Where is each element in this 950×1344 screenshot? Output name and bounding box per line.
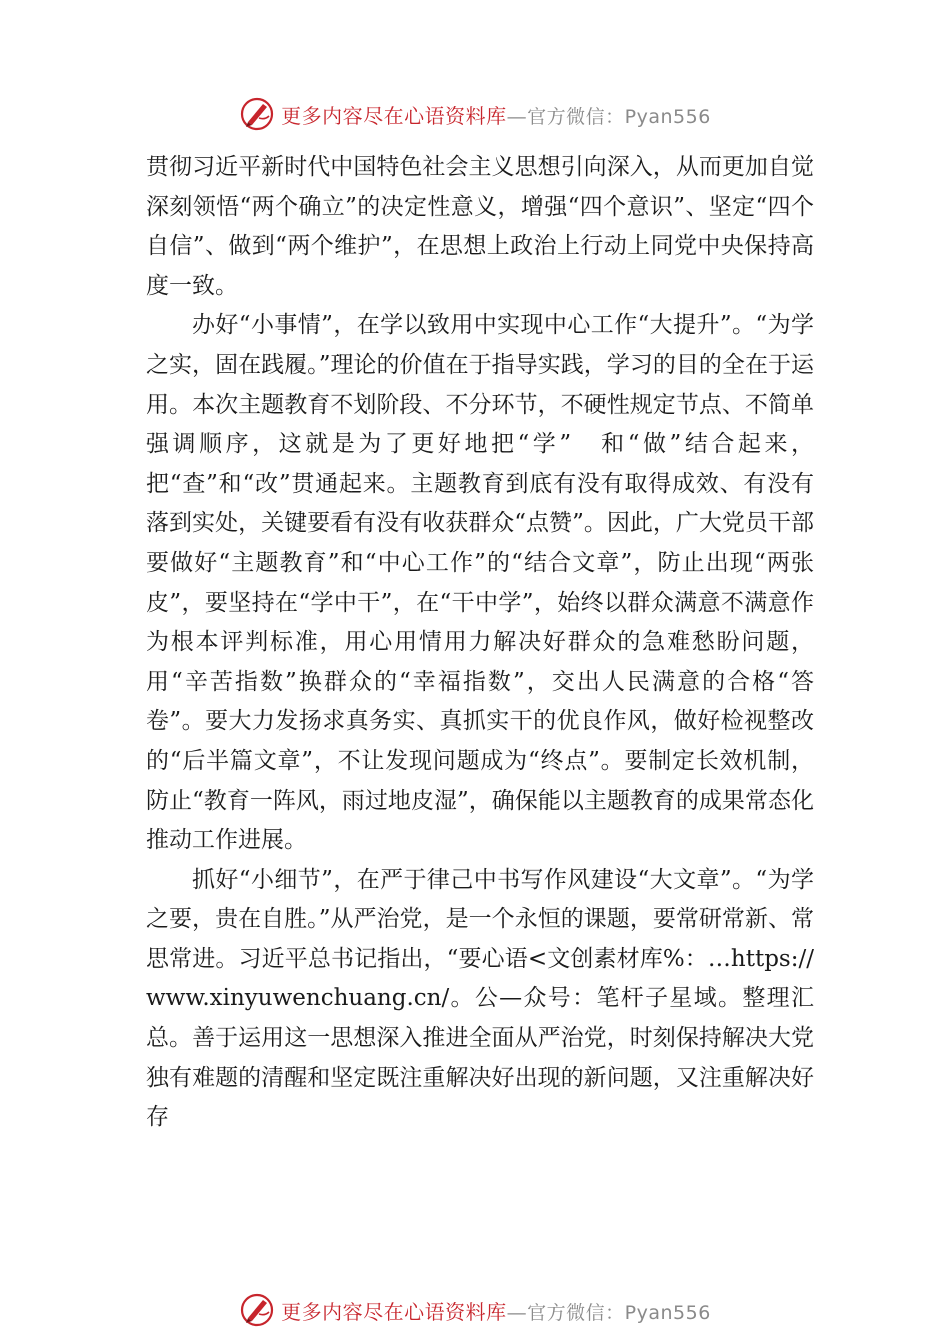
header-banner <box>0 94 950 134</box>
footer-wechat: 官方微信：Pyan556 <box>527 1301 711 1324</box>
header-banner-text <box>281 100 711 129</box>
paragraph-small-matters: 办好“小事情”，在学以致用中实现中心工作“大提升”。“为学之实，固在践履。”理论的价值在于指导实践，学习的目的全在于运用。本次主题教育不划阶段、不分环节，不硬性规定节点、不简单强调顺序，这就是为了更好地把“学” 和“做”结合起来，把“查”和“改”贯通起来。主题教育到底有没有取得成效、有没有落到实处，关键要看有没有收获群众“点赞”。因此，广大党员干部要做好“主题教育”和“中心工作”的“结合文章”，防止出现“两张皮”，要坚持在“学中干”，在“干中学”，始终以群众满意不满意作为根本评判标准，用心用情用力解决好群众的急难愁盼问题，用“辛苦指数”换群众的“幸福指数”，交出人民满意的合格“答卷”。要大力发扬求真务实、真抓实干的优良作风，做好检视整改的“后半篇文章”，不让发现问题成为“终点”。要制定长效机制，防止“教育一阵风，雨过地皮湿”，确保能以主题教育的成果常态化推动工作进展。 <box>146 312 814 854</box>
footer-banner <box>0 1290 950 1330</box>
pen-circle-logo-icon <box>239 96 275 132</box>
paragraph-small-details: 抓好“小细节”，在严于律己中书写作风建设“大文章”。“为学之要，贵在自胜。”从严治党，是一个永恒的课题，要常研常新、常思常进。习近平总书记指出，“要心语<文创素材库%：…https://www.xinyuwenchuang.cn/。公—众号：笔杆子星域。整理汇总。善于运用这一思想深入推进全面从严治党，时刻保持解决大党独有难题的清醒和坚定既注重解决好出现的新问题，又注重解决好存 <box>146 866 814 1131</box>
header-wechat: 官方微信：Pyan556 <box>527 105 711 128</box>
pen-circle-logo-icon <box>239 1292 275 1328</box>
paragraph-continuation: 贯彻习近平新时代中国特色社会主义思想引向深入，从而更加自觉深刻领悟“两个确立”的决定性意义，增强“四个意识”、坚定“四个自信”、做到“两个维护”，在思想上政治上行动上同党中央保持高度一致。 <box>146 154 814 299</box>
footer-banner-text <box>281 1296 711 1325</box>
footer-separator: — <box>506 1299 528 1324</box>
document-body <box>146 148 814 1138</box>
header-separator: — <box>506 103 528 128</box>
header-brand: 更多内容尽在心语资料库 <box>281 103 507 128</box>
footer-brand: 更多内容尽在心语资料库 <box>281 1299 507 1324</box>
